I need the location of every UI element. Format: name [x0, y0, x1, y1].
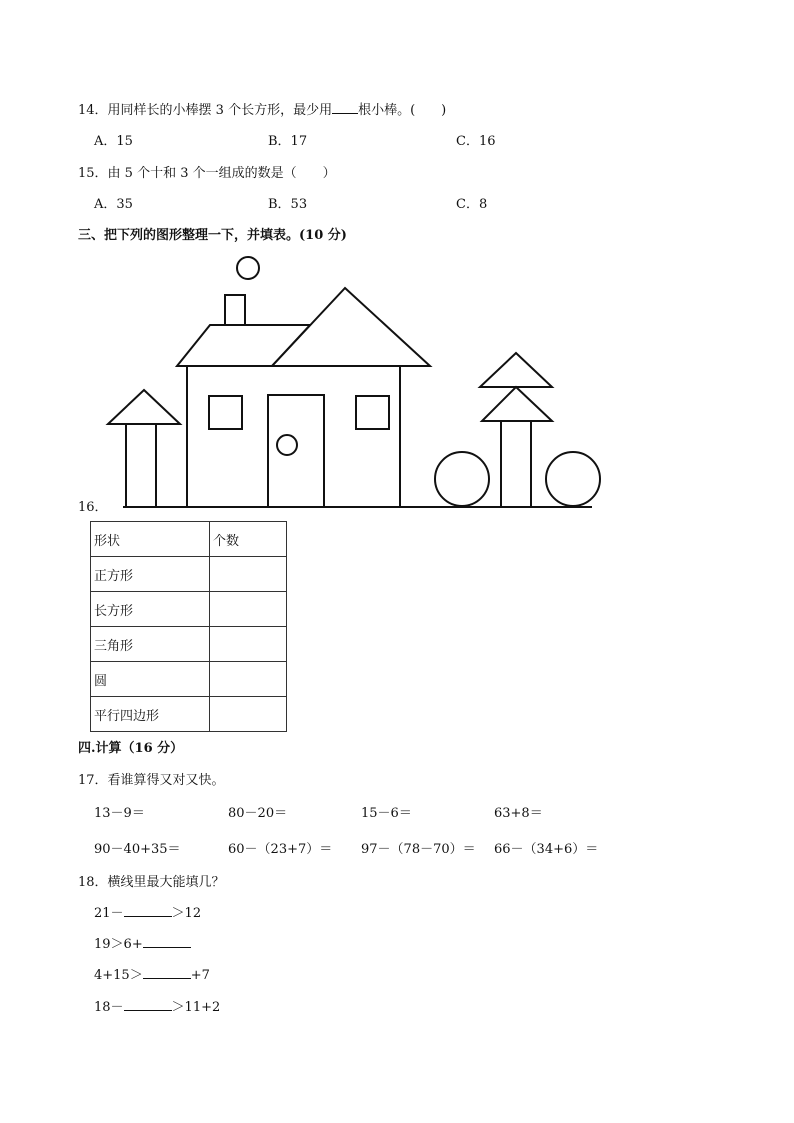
q15-option-c[interactable]: C．8: [456, 197, 488, 212]
q16-label: 16．: [78, 500, 108, 515]
count-cell[interactable]: [210, 557, 287, 592]
right-tree-trunk-rectangle: [501, 421, 531, 507]
q15-stem: 15．由 5 个十和 3 个一组成的数是（ ）: [78, 166, 336, 181]
shape-count-table: [90, 521, 287, 732]
shape-cell: 平行四边形: [91, 697, 210, 732]
q18-stem: 18．横线里最大能填几？: [78, 875, 225, 890]
q14-option-a[interactable]: A．15: [94, 134, 133, 149]
q18-blank-3[interactable]: [143, 978, 191, 979]
count-cell[interactable]: [210, 697, 287, 732]
q17-expr-2: 80－20＝: [228, 806, 288, 821]
q18-line-3-post: +7: [190, 968, 210, 983]
q17-expr-7: 97－（78－70）＝: [361, 842, 476, 857]
section4-title: 四.计算（16 分）: [78, 741, 184, 756]
shape-cell: 三角形: [91, 627, 210, 662]
shape-cell: 圆: [91, 662, 210, 697]
table-row: [91, 557, 287, 592]
table-row: [91, 627, 287, 662]
q17-expr-3: 15－6＝: [361, 806, 412, 821]
count-cell[interactable]: [210, 627, 287, 662]
left-tree-trunk-rectangle: [126, 424, 156, 507]
count-cell[interactable]: [210, 662, 287, 697]
shape-cell: 长方形: [91, 592, 210, 627]
q18-blank-4[interactable]: [124, 1010, 172, 1011]
q15-option-b[interactable]: B．53: [268, 197, 308, 212]
house-shapes-figure: [95, 252, 605, 514]
q17-expr-1: 13－9＝: [94, 806, 145, 821]
q17-expr-5: 90－40+35＝: [94, 842, 181, 857]
right-tree-middle-triangle: [482, 387, 552, 421]
q14-stem-part2: 根小棒。( ): [358, 103, 447, 118]
q14-answer-blank[interactable]: [332, 113, 358, 114]
left-window-square: [209, 396, 242, 429]
count-cell[interactable]: [210, 592, 287, 627]
q14-stem: [78, 103, 446, 119]
table-row: [91, 592, 287, 627]
sun-circle: [237, 257, 259, 279]
q18-blank-1[interactable]: [124, 916, 172, 917]
header-count: 个数: [210, 522, 287, 557]
q18-line-1-pre: 21－: [94, 906, 124, 921]
q18-line-4-pre: 18－: [94, 1000, 124, 1015]
right-tree-top-triangle: [480, 353, 552, 387]
q14-option-b[interactable]: B．17: [268, 134, 308, 149]
q18-blank-2[interactable]: [143, 947, 191, 948]
q15-option-a[interactable]: A．35: [94, 197, 133, 212]
chimney-rectangle: [225, 295, 245, 325]
table-row: [91, 697, 287, 732]
right-ball-circle: [546, 452, 600, 506]
q18-line-4: [94, 1000, 220, 1016]
table-row: [91, 662, 287, 697]
q18-line-2-pre: 19＞6+: [94, 937, 143, 952]
right-roof-triangle: [272, 288, 430, 366]
right-window-square: [356, 396, 389, 429]
q14-stem-part1: 14．用同样长的小棒摆 3 个长方形，最少用: [78, 103, 333, 118]
header-shape: 形状: [91, 522, 210, 557]
q18-line-3-pre: 4+15＞: [94, 968, 143, 983]
q17-expr-4: 63+8＝: [494, 806, 543, 821]
door-knob-circle: [277, 435, 297, 455]
table-header-row: [91, 522, 287, 557]
q18-line-1-post: ＞12: [171, 906, 202, 921]
q18-line-4-post: ＞11+2: [171, 1000, 221, 1015]
q18-line-3: [94, 968, 210, 984]
q17-expr-6: 60－（23+7）＝: [228, 842, 333, 857]
section3-title: 三、把下列的图形整理一下，并填表。(10 分): [78, 228, 347, 243]
q18-line-2: [94, 937, 191, 953]
shape-cell: 正方形: [91, 557, 210, 592]
q18-line-1: [94, 906, 201, 922]
q17-stem: 17．看谁算得又对又快。: [78, 773, 225, 788]
q14-option-c[interactable]: C．16: [456, 134, 496, 149]
middle-ball-circle: [435, 452, 489, 506]
q17-expr-8: 66－（34+6）＝: [494, 842, 599, 857]
left-tree-triangle: [108, 390, 180, 424]
